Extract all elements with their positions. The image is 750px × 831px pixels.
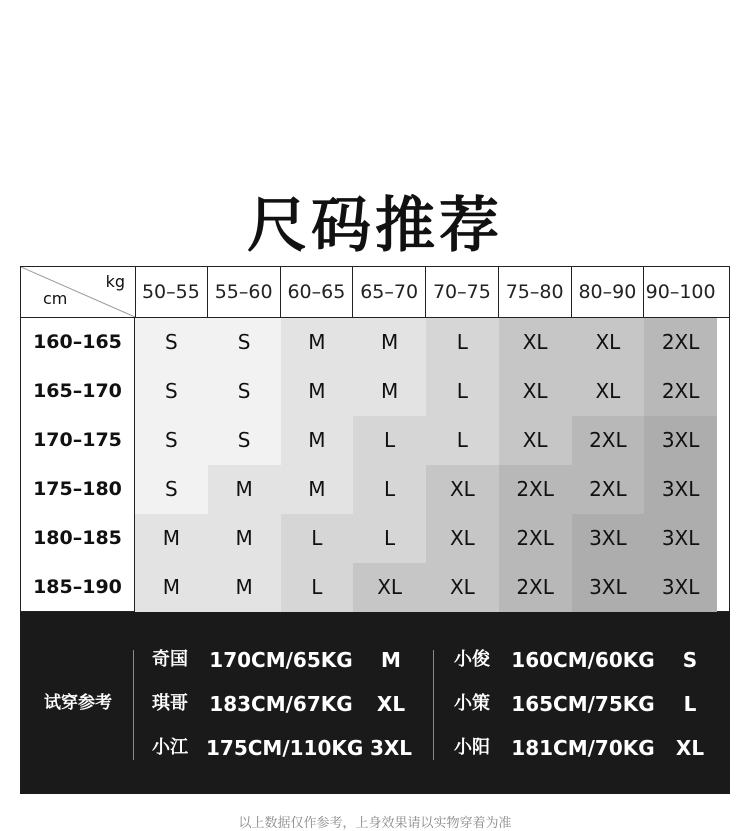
size-cell: L bbox=[353, 514, 426, 563]
size-cell: M bbox=[281, 416, 354, 465]
size-cell: XL bbox=[499, 416, 572, 465]
size-cell: M bbox=[135, 514, 208, 563]
size-cell: 2XL bbox=[499, 563, 572, 612]
weight-column-header: 65–70 bbox=[353, 267, 426, 317]
size-cell: XL bbox=[426, 465, 499, 514]
table-corner bbox=[21, 267, 136, 317]
size-cell: 2XL bbox=[499, 514, 572, 563]
model-size: S bbox=[682, 648, 698, 672]
size-cell: 2XL bbox=[572, 465, 645, 514]
size-cell: XL bbox=[572, 367, 645, 416]
height-row-label: 175–180 bbox=[21, 465, 135, 514]
size-cell: S bbox=[135, 416, 208, 465]
trial-reference-label: 试穿参考 bbox=[44, 693, 112, 713]
model-measurement: 170CM/65KG bbox=[209, 648, 353, 672]
model-measurement: 183CM/67KG bbox=[209, 692, 353, 716]
size-cell: M bbox=[208, 563, 281, 612]
model-name: 奇国 bbox=[152, 649, 188, 670]
trial-reference-panel bbox=[20, 612, 730, 794]
panel-divider-middle bbox=[433, 650, 434, 760]
size-cell: 2XL bbox=[572, 416, 645, 465]
size-cell: 3XL bbox=[572, 514, 645, 563]
height-row-label: 180–185 bbox=[21, 514, 135, 563]
size-cell: 3XL bbox=[644, 514, 717, 563]
model-name: 琪哥 bbox=[152, 693, 188, 714]
size-cell: 3XL bbox=[572, 563, 645, 612]
size-cell: XL bbox=[572, 318, 645, 367]
size-cell: S bbox=[135, 367, 208, 416]
height-unit-label: cm bbox=[43, 289, 68, 308]
height-row-label: 165–170 bbox=[21, 367, 135, 416]
model-name: 小江 bbox=[152, 737, 188, 758]
weight-column-header: 75–80 bbox=[499, 267, 572, 317]
size-cell: S bbox=[208, 318, 281, 367]
size-cell: L bbox=[353, 416, 426, 465]
size-cell: M bbox=[281, 318, 354, 367]
size-cell: XL bbox=[499, 367, 572, 416]
weight-column-header: 70–75 bbox=[426, 267, 499, 317]
height-row-label: 185–190 bbox=[21, 563, 135, 612]
size-cell: XL bbox=[426, 563, 499, 612]
size-cell: M bbox=[353, 367, 426, 416]
size-cell: M bbox=[208, 465, 281, 514]
size-cell: L bbox=[281, 563, 354, 612]
model-measurement: 181CM/70KG bbox=[511, 736, 655, 760]
model-name: 小俊 bbox=[454, 649, 490, 670]
size-cell: M bbox=[353, 318, 426, 367]
size-cell: 2XL bbox=[499, 465, 572, 514]
size-cell: S bbox=[208, 367, 281, 416]
weight-column-header: 50–55 bbox=[135, 267, 208, 317]
model-measurement: 175CM/110KG bbox=[206, 736, 364, 760]
size-table bbox=[20, 266, 730, 612]
model-size: 3XL bbox=[369, 736, 413, 760]
size-cell: 3XL bbox=[644, 563, 717, 612]
size-cell: L bbox=[426, 416, 499, 465]
size-cell: 2XL bbox=[644, 367, 717, 416]
table-header-row bbox=[21, 267, 729, 318]
weight-column-header: 90–100 bbox=[645, 281, 716, 303]
size-cell: L bbox=[426, 318, 499, 367]
size-cell: 3XL bbox=[644, 416, 717, 465]
model-name: 小阳 bbox=[454, 737, 490, 758]
height-row-label: 170–175 bbox=[21, 416, 135, 465]
page-title: 尺码推荐 bbox=[247, 191, 503, 261]
size-cell: L bbox=[353, 465, 426, 514]
model-size: L bbox=[683, 692, 697, 716]
size-cell: S bbox=[135, 465, 208, 514]
size-cell: XL bbox=[499, 318, 572, 367]
size-cell: M bbox=[135, 563, 208, 612]
weight-column-header: 60–65 bbox=[281, 267, 354, 317]
size-cell: S bbox=[208, 416, 281, 465]
panel-divider-left bbox=[133, 650, 134, 760]
size-cell: L bbox=[281, 514, 354, 563]
size-cell: XL bbox=[426, 514, 499, 563]
size-cell: S bbox=[135, 318, 208, 367]
weight-column-header: 55–60 bbox=[208, 267, 281, 317]
weight-unit-label: kg bbox=[105, 272, 125, 291]
weight-column-header: 80–90 bbox=[572, 267, 645, 317]
model-measurement: 160CM/60KG bbox=[511, 648, 655, 672]
size-cell: 3XL bbox=[644, 465, 717, 514]
size-cell: M bbox=[208, 514, 281, 563]
model-size: XL bbox=[675, 736, 705, 760]
disclaimer-note: 以上数据仅作参考，上身效果请以实物穿着为准 bbox=[238, 816, 512, 831]
size-cell: L bbox=[426, 367, 499, 416]
model-measurement: 165CM/75KG bbox=[511, 692, 655, 716]
size-cell: 2XL bbox=[644, 318, 717, 367]
size-cell: M bbox=[281, 465, 354, 514]
model-size: M bbox=[381, 648, 401, 672]
size-cell: XL bbox=[353, 563, 426, 612]
model-size: XL bbox=[376, 692, 406, 716]
model-name: 小策 bbox=[454, 693, 490, 714]
size-cell: M bbox=[281, 367, 354, 416]
height-row-label: 160–165 bbox=[21, 318, 135, 367]
